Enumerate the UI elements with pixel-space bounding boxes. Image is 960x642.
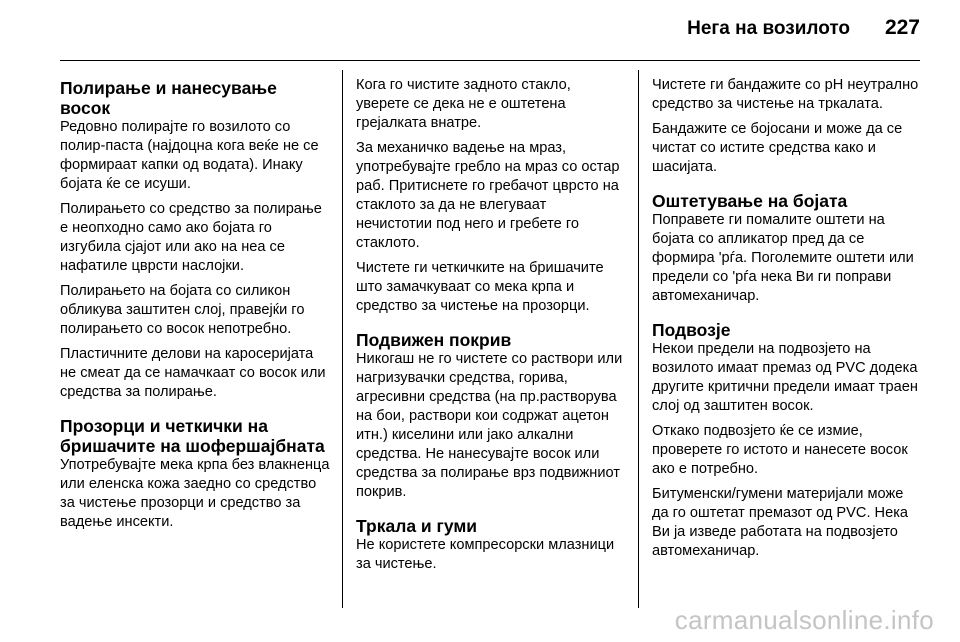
section-heading: Подвижен покрив xyxy=(356,330,512,350)
section-heading: Полирање и нанесување восок xyxy=(60,78,277,118)
section-heading: Оштетување на бојата xyxy=(652,191,848,211)
paragraph: Бандажите се бојосани и може да се чистат со истите средства како и шасијата. xyxy=(652,121,903,175)
paragraph: Кога го чистите задното стакло, уверете се дека не е оштетена грејалката внатре. xyxy=(356,77,571,131)
page-header xyxy=(60,0,920,61)
paragraph: Полирањето со средство за полирање е неопходно само ако бојата го изгубила сјајот или ако на неа се нафатиле цврсти наслојки. xyxy=(60,201,322,274)
paragraph: Чистете ги бандажите со pH неутрално средство за чистење на тркалата. xyxy=(652,77,919,112)
paragraph: Откако подвозјето ќе се измие, проверете го истото и нанесете восок ако е потребно. xyxy=(652,423,908,477)
paragraph: За механичко вадење на мраз, употребувајте гребло на мраз со остар раб. Притиснете го гребачот цврсто на стаклото за да не влегуваат нечистотии под него и гребете го стаклото. xyxy=(356,140,620,251)
column-3 xyxy=(652,76,924,567)
paragraph: Полирањето на бојата со силикон обликува заштитен слој, правејќи го полирањето со восок непотребно. xyxy=(60,283,305,337)
paragraph: Некои предели на подвозјето на возилото имаат премаз од PVC додека другите критични предели имаат траен слој од заштитен восок. xyxy=(652,341,918,414)
column-2 xyxy=(356,76,626,580)
watermark: carmanualsonline.info xyxy=(674,605,934,635)
paragraph: Битуменски/гумени материјали може да го оштетат премазот од PVC. Нека Ви ја изведе работата на подвозјето автомеханичар. xyxy=(652,486,909,559)
paragraph: Не користете компресорски млазници за чистење. xyxy=(356,537,615,572)
section-heading: Подвозје xyxy=(652,320,731,340)
paragraph: Пластичните делови на каросеријата не смеат да се намачкаат со восок или средства за полирање. xyxy=(60,346,326,400)
paragraph: Чистете ги четкичките на бришачите што замачкуваат со мека крпа и средство за чистење на прозорци. xyxy=(356,260,604,314)
paragraph: Никогаш не го чистете со раствори или нагризувачки средства, горива, агресивни средства (на пр.растворува на бои, раствори кои содржат ацетон итн.) киселини или јако алкални средства. Не нанесувајте восок или средства за полирање врз подвижниот покрив. xyxy=(356,351,623,500)
column-divider xyxy=(638,70,639,608)
header-title: Нега на возилото xyxy=(687,18,850,39)
section-heading: Прозорци и четкички на бришачите на шофершајбната xyxy=(60,416,325,456)
paragraph: Редовно полирајте го возилото со полир-паста (најдоцна кога веќе не се формираат капки од водата). Инаку бојата ќе се исуши. xyxy=(60,119,319,192)
paragraph: Употребувајте мека крпа без влакненца или еленска кожа заедно со средство за чистење прозорци и средство за вадење инсекти. xyxy=(60,457,330,530)
page-number: 227 xyxy=(884,16,920,39)
column-divider xyxy=(342,70,343,608)
section-heading: Тркала и гуми xyxy=(356,516,478,536)
paragraph: Поправете ги помалите оштети на бојата со апликатор пред да се формира 'рѓа. Поголемите оштети или предели со 'рѓа нека Ви ги поправи автомеханичар. xyxy=(652,212,914,304)
column-1 xyxy=(60,78,330,538)
